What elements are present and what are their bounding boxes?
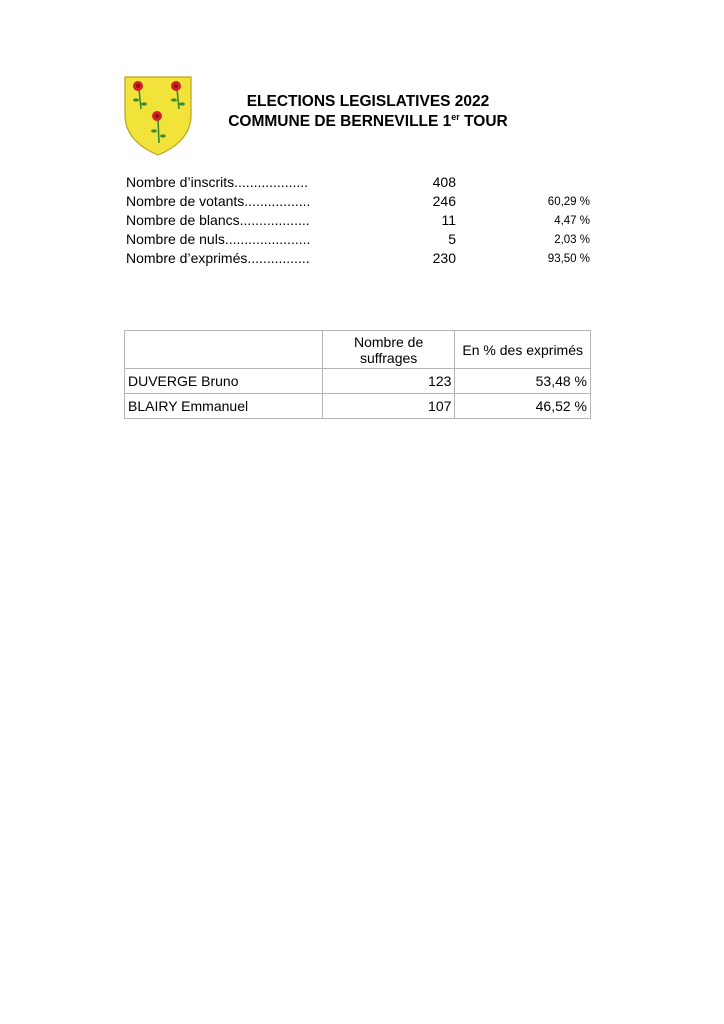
candidate-name: BLAIRY Emmanuel [125,394,323,419]
header-candidate [125,331,323,369]
stat-value: 408 [432,174,456,190]
page-title [200,92,536,132]
coat-of-arms-icon [121,75,195,157]
candidate-results-table [124,330,591,419]
candidate-votes: 107 [322,394,455,419]
stat-percent: 60,29 % [547,196,590,208]
header-percent: En % des exprimés [455,331,591,369]
stat-row-votants [126,192,596,211]
stat-label: Nombre de blancs.................. [126,212,310,228]
stat-percent: 93,50 % [547,253,590,265]
stat-value: 5 [448,231,456,247]
table-row [125,394,591,419]
title-line-1: ELECTIONS LEGISLATIVES 2022 [246,93,490,110]
header-votes: Nombre de suffrages [322,331,455,369]
candidate-votes: 123 [322,369,455,394]
stat-value: 11 [441,212,456,228]
candidate-percent: 46,52 % [455,394,591,419]
stat-value: 230 [432,250,456,266]
stat-row-exprimes [126,249,596,268]
stat-value: 246 [432,193,456,209]
title-line-2 [200,112,536,132]
stat-label: Nombre d’inscrits................... [126,174,309,190]
stat-percent: 4,47 % [554,215,590,227]
title-commune: COMMUNE DE BERNEVILLE 1 [228,113,452,130]
stat-percent: 2,03 % [554,234,590,246]
stat-label: Nombre d’exprimés................ [126,250,310,266]
stat-row-blancs [126,211,596,230]
candidate-percent: 53,48 % [455,369,591,394]
stat-row-nuls [126,230,596,249]
table-row [125,369,591,394]
stat-label: Nombre de votants................. [126,193,311,209]
title-round: TOUR [459,113,508,130]
stat-label: Nombre de nuls...................... [126,231,311,247]
candidate-name: DUVERGE Bruno [125,369,323,394]
turnout-summary [126,173,596,268]
table-header-row [125,331,591,369]
stat-row-inscrits [126,173,596,192]
title-ordinal: er [451,112,460,122]
